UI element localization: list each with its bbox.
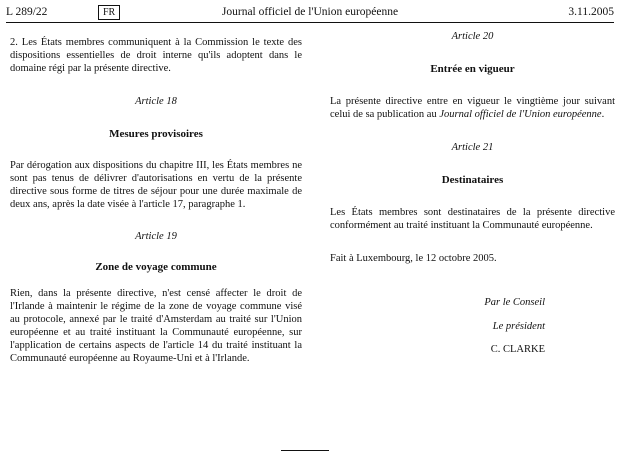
article-19-number: Article 19 <box>135 231 177 242</box>
journal-title: Journal officiel de l'Union européenne <box>221 6 399 18</box>
article-21-text: Les États membres sont destinataires de la présente directive conformément au traité instituant la Communauté européenne. <box>330 207 615 231</box>
article-18-title: Mesures provisoires <box>109 128 203 140</box>
page-reference: L 289/22 <box>6 6 48 18</box>
article-20-title: Entrée en vigueur <box>430 63 515 75</box>
article-21-title: Destinataires <box>441 174 504 186</box>
article-20-text: La présente directive entre en vigueur le vingtième jour suivant celui de sa publication au Journal officiel de l'Union européenne. <box>330 96 615 120</box>
right-column <box>330 31 615 356</box>
article-19-title: Zone de voyage commune <box>95 261 217 273</box>
signature-by: Par le Conseil <box>484 297 545 308</box>
journal-reference: Journal officiel de l'Union européenne <box>439 109 602 120</box>
article-17-paragraph-2: 2. Les États membres communiquent à la Commission le texte des dispositions essentielles de droit interne qu'ils adoptent dans le domaine régi par la présente directive. <box>10 37 302 74</box>
header-rule <box>6 22 614 23</box>
article-21-number: Article 21 <box>451 142 494 153</box>
done-at-line: Fait à Luxembourg, le 12 octobre 2005. <box>330 253 497 264</box>
left-column <box>10 36 302 365</box>
article-20-number: Article 20 <box>451 31 494 42</box>
signature-name: C. CLARKE <box>490 344 545 355</box>
footer-rule <box>281 450 329 451</box>
signature-role: Le président <box>492 321 545 332</box>
article-18-text: Par dérogation aux dispositions du chapitre III, les États membres ne sont pas tenus de délivrer d'autorisations en vertu de la présente directive sous forme de titres de séjour pour une durée maximale de deux ans, après la date visée à l'article 17, paragraphe 1. <box>10 160 302 210</box>
article-19-text: Rien, dans la présente directive, n'est censé affecter le droit de l'Irlande à maintenir le régime de la zone de voyage commune visé au protocole, annexé par le traité d'Amsterdam au traité sur l'Union européenne et au traité instituant la Communauté européenne, sur l'application de certains aspects de l'article 14 du traité instituant la Communauté européenne au Royaume-Uni et à l'Irlande. <box>10 288 302 364</box>
page-header <box>6 4 614 22</box>
publication-date: 3.11.2005 <box>568 6 614 18</box>
article-18-number: Article 18 <box>135 96 177 107</box>
language-code-box: FR <box>98 5 120 20</box>
